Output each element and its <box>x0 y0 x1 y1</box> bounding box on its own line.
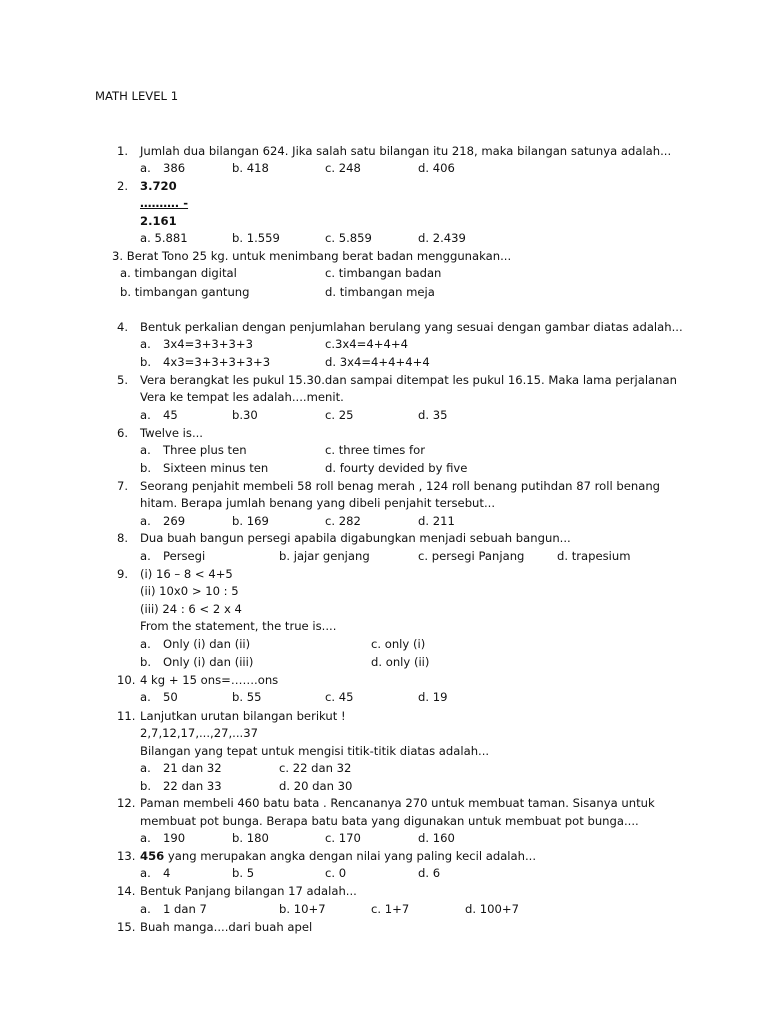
q2-number: 2. <box>117 179 129 193</box>
q12-text-line1: Paman membeli 460 batu bata . Rencananya 270 untuk membuat taman. Sisanya untuk <box>140 796 655 810</box>
q13-question <box>140 849 536 863</box>
q2-bottom-number: 2.161 <box>140 214 177 228</box>
q3-option-b: b. timbangan gantung <box>120 285 250 299</box>
q9-option-c: c. only (i) <box>371 637 426 651</box>
q8-option-b: b. jajar genjang <box>279 549 370 563</box>
q5-option-b: b.30 <box>232 408 258 422</box>
q9-option-d: d. only (ii) <box>371 655 430 669</box>
q14-option-a: 1 dan 7 <box>163 902 207 916</box>
q6-number: 6. <box>117 426 129 440</box>
q7-option-c: c. 282 <box>325 514 361 528</box>
q13-option-b: b. 5 <box>232 866 255 880</box>
q13-option-d: d. 6 <box>418 866 441 880</box>
q11-text-line3: Bilangan yang tepat untuk mengisi titik-titik diatas adalah... <box>140 744 490 758</box>
q12-option-b: b. 180 <box>232 831 269 845</box>
q1-option-c: c. 248 <box>325 161 361 175</box>
q10-number: 10. <box>117 673 136 687</box>
q9-statement-1: (i) 16 – 8 < 4+5 <box>140 567 233 581</box>
q11-option-b-label: b. <box>140 779 152 793</box>
q10-option-b: b. 55 <box>232 690 262 704</box>
q6-option-b-label: b. <box>140 461 152 475</box>
q7-option-d: d. 211 <box>418 514 455 528</box>
q11-option-b: 22 dan 33 <box>163 779 222 793</box>
q2-option-a: a. 5.881 <box>140 231 188 245</box>
q5-option-d: d. 35 <box>418 408 448 422</box>
q1-option-d: d. 406 <box>418 161 455 175</box>
q14-number: 14. <box>117 884 136 898</box>
q12-option-a: 190 <box>163 831 186 845</box>
q6-option-b: Sixteen minus ten <box>163 461 269 475</box>
q13-option-a-label: a. <box>140 866 151 880</box>
q8-option-a-label: a. <box>140 549 151 563</box>
q8-number: 8. <box>117 531 129 545</box>
q1-option-b: b. 418 <box>232 161 269 175</box>
q1-number: 1. <box>117 144 129 158</box>
q6-option-c: c. three times for <box>325 443 425 457</box>
q15-number: 15. <box>117 920 136 934</box>
q13-option-a: 4 <box>163 866 171 880</box>
q5-option-a-label: a. <box>140 408 151 422</box>
q9-option-a: Only (i) dan (ii) <box>163 637 251 651</box>
q11-option-a: 21 dan 32 <box>163 761 222 775</box>
q12-option-d: d. 160 <box>418 831 455 845</box>
q10-option-a-label: a. <box>140 690 151 704</box>
q5-text-line2: Vera ke tempat les adalah....menit. <box>140 390 344 404</box>
q14-option-a-label: a. <box>140 902 151 916</box>
q2-option-c: c. 5.859 <box>325 231 372 245</box>
q11-option-a-label: a. <box>140 761 151 775</box>
q1-option-a-label: a. <box>140 161 151 175</box>
q8-option-c: c. persegi Panjang <box>418 549 525 563</box>
q2-dots: ………. - <box>140 196 189 210</box>
q6-option-d: d. fourty devided by five <box>325 461 468 475</box>
q3-option-c: c. timbangan badan <box>325 266 442 280</box>
q10-option-a: 50 <box>163 690 178 704</box>
q3-text: 3. Berat Tono 25 kg. untuk menimbang berat badan menggunakan... <box>112 249 512 263</box>
q14-option-b: b. 10+7 <box>279 902 326 916</box>
page-title: MATH LEVEL 1 <box>95 89 179 103</box>
q4-option-d: d. 3x4=4+4+4+4 <box>325 355 430 369</box>
q7-option-b: b. 169 <box>232 514 269 528</box>
q6-option-a: Three plus ten <box>163 443 247 457</box>
q13-bold-number: 456 <box>140 849 165 863</box>
q3-option-d: d. timbangan meja <box>325 285 435 299</box>
q5-number: 5. <box>117 373 129 387</box>
q9-number: 9. <box>117 567 129 581</box>
q11-number: 11. <box>117 709 136 723</box>
q9-option-b: Only (i) dan (iii) <box>163 655 254 669</box>
q12-option-a-label: a. <box>140 831 151 845</box>
q7-option-a: 269 <box>163 514 186 528</box>
q15-text: Buah manga....dari buah apel <box>140 920 313 934</box>
q7-text-line1: Seorang penjahit membeli 58 roll benag merah , 124 roll benang putihdan 87 roll benang <box>140 479 661 493</box>
q2-top-number: 3.720 <box>140 179 177 193</box>
q5-option-c: c. 25 <box>325 408 354 422</box>
q1-option-a: 386 <box>163 161 186 175</box>
q14-text: Bentuk Panjang bilangan 17 adalah... <box>140 884 357 898</box>
q5-option-a: 45 <box>163 408 178 422</box>
q13-option-c: c. 0 <box>325 866 347 880</box>
q8-text: Dua buah bangun persegi apabila digabungkan menjadi sebuah bangun... <box>140 531 571 545</box>
q11-text-line1: Lanjutkan urutan bilangan berikut ! <box>140 709 346 723</box>
q7-text-line2: hitam. Berapa jumlah benang yang dibeli penjahit tersebut... <box>140 496 496 510</box>
q4-option-c: c.3x4=4+4+4 <box>325 337 408 351</box>
q6-text: Twelve is... <box>140 426 203 440</box>
q10-text: 4 kg + 15 ons=…….ons <box>140 673 279 687</box>
q14-option-c: c. 1+7 <box>371 902 410 916</box>
q4-number: 4. <box>117 320 129 334</box>
q10-option-d: d. 19 <box>418 690 448 704</box>
q9-option-a-label: a. <box>140 637 151 651</box>
q2-option-b: b. 1.559 <box>232 231 280 245</box>
q9-statement-2: (ii) 10x0 > 10 : 5 <box>140 584 239 598</box>
q14-option-d: d. 100+7 <box>465 902 519 916</box>
q12-text-line2: membuat pot bunga. Berapa batu bata yang digunakan untuk membuat pot bunga.... <box>140 814 639 828</box>
q4-option-a-label: a. <box>140 337 151 351</box>
q6-option-a-label: a. <box>140 443 151 457</box>
q7-number: 7. <box>117 479 129 493</box>
q12-option-c: c. 170 <box>325 831 361 845</box>
q4-option-b-label: b. <box>140 355 152 369</box>
q5-text-line1: Vera berangkat les pukul 15.30.dan sampai ditempat les pukul 16.15. Maka lama perjalanan <box>140 373 677 387</box>
q11-sequence: 2,7,12,17,...,27,...37 <box>140 726 258 740</box>
q3-option-a: a. timbangan digital <box>120 266 237 280</box>
q11-option-c: c. 22 dan 32 <box>279 761 352 775</box>
q4-option-a: 3x4=3+3+3+3 <box>163 337 253 351</box>
q9-text: From the statement, the true is.... <box>140 619 337 633</box>
q13-number: 13. <box>117 849 136 863</box>
q10-option-c: c. 45 <box>325 690 354 704</box>
q13-text: yang merupakan angka dengan nilai yang paling kecil adalah... <box>164 849 537 863</box>
q2-option-d: d. 2.439 <box>418 231 466 245</box>
q1-text: Jumlah dua bilangan 624. Jika salah satu bilangan itu 218, maka bilangan satunya adalah... <box>140 144 672 158</box>
q9-option-b-label: b. <box>140 655 152 669</box>
q8-option-d: d. trapesium <box>557 549 631 563</box>
q11-option-d: d. 20 dan 30 <box>279 779 353 793</box>
q12-number: 12. <box>117 796 136 810</box>
q9-statement-3: (iii) 24 : 6 < 2 x 4 <box>140 602 242 616</box>
q7-option-a-label: a. <box>140 514 151 528</box>
q4-text: Bentuk perkalian dengan penjumlahan berulang yang sesuai dengan gambar diatas adalah... <box>140 320 683 334</box>
q8-option-a: Persegi <box>163 549 206 563</box>
q4-option-b: 4x3=3+3+3+3+3 <box>163 355 271 369</box>
